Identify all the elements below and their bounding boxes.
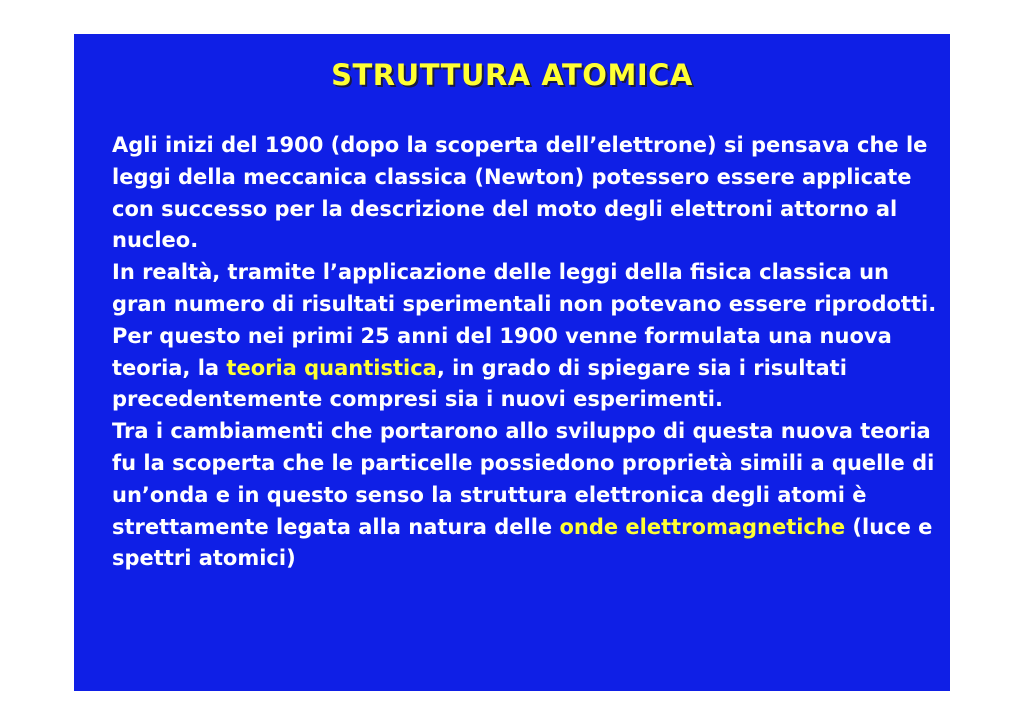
paragraph-2: In realtà, tramite l’applicazione delle leggi della fisica classica un gran numero di risultati sperimentali non potevano essere riprodotti. bbox=[112, 260, 937, 316]
paragraph-4 bbox=[112, 416, 942, 575]
paragraph-3 bbox=[112, 321, 942, 416]
highlight-onde-elettromagnetiche: onde elettromagnetiche bbox=[559, 514, 846, 539]
paragraph-3-text-before: Per questo nei primi 25 anni del 1900 venne formulata una nuova teoria, la bbox=[112, 323, 892, 380]
paragraph-4-text-after: (luce e spettri atomici) bbox=[112, 514, 933, 571]
slide-body bbox=[112, 130, 942, 575]
paragraph-4-text-before: Tra i cambiamenti che portarono allo sviluppo di questa nuova teoria fu la scoperta che le particelle possiedono proprietà simili a quelle di un’onda e in questo senso la struttura elettronica degli atomi è strettamente legata alla natura delle bbox=[112, 419, 935, 539]
paragraph-3-text-after: , in grado di spiegare sia i risultati precedentemente compresi sia i nuovi esperimenti. bbox=[112, 355, 847, 412]
slide bbox=[74, 34, 950, 691]
highlight-teoria-quantistica: teoria quantistica bbox=[226, 355, 437, 380]
paragraph-1: Agli inizi del 1900 (dopo la scoperta dell’elettrone) si pensava che le leggi della meccanica classica (Newton) potessero essere applicate con successo per la descrizione del moto degli elettroni attorno al nucleo. bbox=[112, 133, 928, 253]
slide-title: STRUTTURA ATOMICA bbox=[331, 58, 693, 92]
